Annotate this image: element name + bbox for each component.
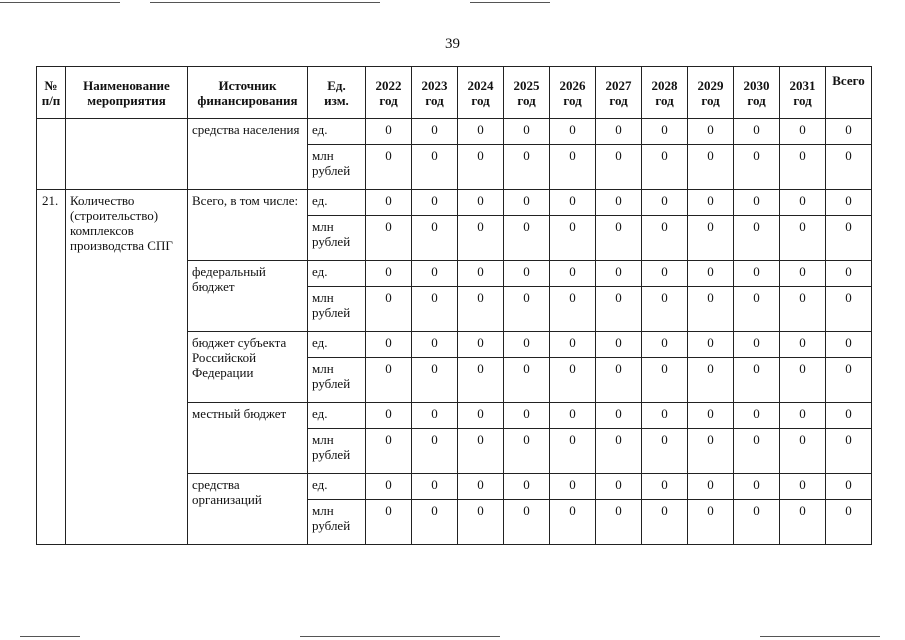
name-cell-empty — [66, 119, 188, 190]
year-value-cell: 0 — [780, 332, 826, 358]
unit-cell: ед. — [308, 119, 366, 145]
year-value-cell: 0 — [366, 500, 412, 545]
unit-cell: ед. — [308, 403, 366, 429]
scan-edge-line — [760, 636, 880, 637]
header-year-2030: 2030 год — [734, 67, 780, 119]
total-value-cell: 0 — [826, 332, 872, 358]
year-value-cell: 0 — [642, 190, 688, 216]
header-total: Всего — [826, 67, 872, 119]
year-value-cell: 0 — [734, 145, 780, 190]
year-value-cell: 0 — [412, 358, 458, 403]
year-value-cell: 0 — [366, 332, 412, 358]
year-value-cell: 0 — [734, 429, 780, 474]
year-value-cell: 0 — [412, 190, 458, 216]
year-value-cell: 0 — [366, 261, 412, 287]
total-value-cell: 0 — [826, 145, 872, 190]
header-year-2025: 2025 год — [504, 67, 550, 119]
header-source: Источник финансирования — [188, 67, 308, 119]
funding-table — [36, 66, 872, 545]
header-year-2028: 2028 год — [642, 67, 688, 119]
year-value-cell: 0 — [734, 190, 780, 216]
year-value-cell: 0 — [412, 119, 458, 145]
unit-cell: ед. — [308, 190, 366, 216]
year-value-cell: 0 — [458, 500, 504, 545]
year-value-cell: 0 — [366, 216, 412, 261]
header-unit: Ед. изм. — [308, 67, 366, 119]
year-value-cell: 0 — [366, 145, 412, 190]
year-value-cell: 0 — [550, 474, 596, 500]
year-value-cell: 0 — [550, 358, 596, 403]
year-value-cell: 0 — [366, 287, 412, 332]
total-value-cell: 0 — [826, 474, 872, 500]
year-value-cell: 0 — [504, 474, 550, 500]
year-value-cell: 0 — [734, 261, 780, 287]
year-value-cell: 0 — [642, 500, 688, 545]
year-value-cell: 0 — [688, 474, 734, 500]
unit-cell: ед. — [308, 261, 366, 287]
total-value-cell: 0 — [826, 500, 872, 545]
year-value-cell: 0 — [550, 216, 596, 261]
total-value-cell: 0 — [826, 119, 872, 145]
year-value-cell: 0 — [596, 261, 642, 287]
total-value-cell: 0 — [826, 358, 872, 403]
year-value-cell: 0 — [688, 287, 734, 332]
scan-edge-line — [0, 2, 120, 3]
header-year-2031: 2031 год — [780, 67, 826, 119]
year-value-cell: 0 — [642, 287, 688, 332]
year-value-cell: 0 — [780, 261, 826, 287]
year-value-cell: 0 — [458, 119, 504, 145]
year-value-cell: 0 — [412, 500, 458, 545]
year-value-cell: 0 — [734, 403, 780, 429]
year-value-cell: 0 — [550, 287, 596, 332]
funding-source-cell: средства организаций — [188, 474, 308, 545]
year-value-cell: 0 — [642, 332, 688, 358]
year-value-cell: 0 — [458, 216, 504, 261]
year-value-cell: 0 — [688, 216, 734, 261]
funding-source-cell: средства населения — [188, 119, 308, 190]
year-value-cell: 0 — [596, 190, 642, 216]
header-num: № п/п — [37, 67, 66, 119]
year-value-cell: 0 — [458, 403, 504, 429]
year-value-cell: 0 — [504, 190, 550, 216]
unit-cell: млн рублей — [308, 145, 366, 190]
year-value-cell: 0 — [504, 500, 550, 545]
year-value-cell: 0 — [504, 403, 550, 429]
year-value-cell: 0 — [550, 190, 596, 216]
year-value-cell: 0 — [366, 190, 412, 216]
year-value-cell: 0 — [734, 119, 780, 145]
scan-edge-line — [20, 636, 80, 637]
header-year-2027: 2027 год — [596, 67, 642, 119]
year-value-cell: 0 — [504, 287, 550, 332]
funding-source-cell: бюджет субъекта Российской Федерации — [188, 332, 308, 403]
year-value-cell: 0 — [642, 216, 688, 261]
year-value-cell: 0 — [412, 145, 458, 190]
year-value-cell: 0 — [550, 500, 596, 545]
funding-source-cell: федеральный бюджет — [188, 261, 308, 332]
year-value-cell: 0 — [412, 332, 458, 358]
year-value-cell: 0 — [734, 216, 780, 261]
year-value-cell: 0 — [596, 119, 642, 145]
year-value-cell: 0 — [458, 358, 504, 403]
header-year-2024: 2024 год — [458, 67, 504, 119]
year-value-cell: 0 — [688, 190, 734, 216]
year-value-cell: 0 — [504, 429, 550, 474]
year-value-cell: 0 — [458, 261, 504, 287]
year-value-cell: 0 — [366, 119, 412, 145]
year-value-cell: 0 — [642, 403, 688, 429]
table-row — [37, 119, 872, 145]
total-value-cell: 0 — [826, 190, 872, 216]
num-cell-empty — [37, 119, 66, 190]
year-value-cell: 0 — [366, 403, 412, 429]
year-value-cell: 0 — [504, 216, 550, 261]
year-value-cell: 0 — [596, 429, 642, 474]
header-year-2029: 2029 год — [688, 67, 734, 119]
year-value-cell: 0 — [550, 119, 596, 145]
year-value-cell: 0 — [780, 429, 826, 474]
year-value-cell: 0 — [504, 358, 550, 403]
year-value-cell: 0 — [504, 119, 550, 145]
year-value-cell: 0 — [550, 429, 596, 474]
year-value-cell: 0 — [596, 145, 642, 190]
unit-cell: ед. — [308, 332, 366, 358]
total-value-cell: 0 — [826, 403, 872, 429]
unit-cell: млн рублей — [308, 500, 366, 545]
page-number: 39 — [445, 36, 460, 52]
year-value-cell: 0 — [688, 261, 734, 287]
year-value-cell: 0 — [550, 403, 596, 429]
scan-edge-line — [150, 2, 380, 3]
year-value-cell: 0 — [642, 474, 688, 500]
year-value-cell: 0 — [688, 332, 734, 358]
scan-edge-line — [300, 636, 500, 637]
header-name: Наименование мероприятия — [66, 67, 188, 119]
year-value-cell: 0 — [780, 119, 826, 145]
year-value-cell: 0 — [780, 287, 826, 332]
funding-source-cell: Всего, в том числе: — [188, 190, 308, 261]
year-value-cell: 0 — [504, 145, 550, 190]
header-year-2026: 2026 год — [550, 67, 596, 119]
year-value-cell: 0 — [596, 500, 642, 545]
year-value-cell: 0 — [458, 145, 504, 190]
year-value-cell: 0 — [734, 500, 780, 545]
year-value-cell: 0 — [780, 474, 826, 500]
year-value-cell: 0 — [596, 287, 642, 332]
item-number: 21. — [37, 190, 66, 545]
year-value-cell: 0 — [642, 261, 688, 287]
total-value-cell: 0 — [826, 216, 872, 261]
year-value-cell: 0 — [596, 332, 642, 358]
item-name: Количество (строительство) комплексов производства СПГ — [66, 190, 188, 545]
year-value-cell: 0 — [688, 500, 734, 545]
year-value-cell: 0 — [458, 190, 504, 216]
year-value-cell: 0 — [504, 332, 550, 358]
year-value-cell: 0 — [780, 500, 826, 545]
year-value-cell: 0 — [412, 261, 458, 287]
year-value-cell: 0 — [412, 216, 458, 261]
total-value-cell: 0 — [826, 261, 872, 287]
year-value-cell: 0 — [458, 474, 504, 500]
year-value-cell: 0 — [780, 216, 826, 261]
unit-cell: млн рублей — [308, 216, 366, 261]
year-value-cell: 0 — [688, 358, 734, 403]
year-value-cell: 0 — [550, 145, 596, 190]
year-value-cell: 0 — [780, 358, 826, 403]
year-value-cell: 0 — [504, 261, 550, 287]
year-value-cell: 0 — [596, 474, 642, 500]
header-year-2022: 2022 год — [366, 67, 412, 119]
year-value-cell: 0 — [366, 474, 412, 500]
year-value-cell: 0 — [734, 358, 780, 403]
header-year-2023: 2023 год — [412, 67, 458, 119]
year-value-cell: 0 — [366, 358, 412, 403]
year-value-cell: 0 — [780, 403, 826, 429]
year-value-cell: 0 — [734, 332, 780, 358]
year-value-cell: 0 — [458, 429, 504, 474]
unit-cell: млн рублей — [308, 358, 366, 403]
year-value-cell: 0 — [458, 287, 504, 332]
funding-source-cell: местный бюджет — [188, 403, 308, 474]
scan-edge-line — [470, 2, 550, 3]
year-value-cell: 0 — [550, 332, 596, 358]
year-value-cell: 0 — [412, 403, 458, 429]
unit-cell: ед. — [308, 474, 366, 500]
year-value-cell: 0 — [596, 358, 642, 403]
year-value-cell: 0 — [412, 287, 458, 332]
unit-cell: млн рублей — [308, 287, 366, 332]
year-value-cell: 0 — [780, 145, 826, 190]
year-value-cell: 0 — [688, 429, 734, 474]
table-row — [37, 190, 872, 216]
year-value-cell: 0 — [596, 403, 642, 429]
year-value-cell: 0 — [780, 190, 826, 216]
year-value-cell: 0 — [642, 119, 688, 145]
year-value-cell: 0 — [366, 429, 412, 474]
total-value-cell: 0 — [826, 287, 872, 332]
year-value-cell: 0 — [642, 145, 688, 190]
table-header-row — [37, 67, 872, 119]
year-value-cell: 0 — [412, 429, 458, 474]
year-value-cell: 0 — [688, 145, 734, 190]
year-value-cell: 0 — [642, 429, 688, 474]
year-value-cell: 0 — [596, 216, 642, 261]
year-value-cell: 0 — [550, 261, 596, 287]
unit-cell: млн рублей — [308, 429, 366, 474]
year-value-cell: 0 — [688, 403, 734, 429]
year-value-cell: 0 — [458, 332, 504, 358]
year-value-cell: 0 — [734, 287, 780, 332]
year-value-cell: 0 — [688, 119, 734, 145]
year-value-cell: 0 — [734, 474, 780, 500]
year-value-cell: 0 — [412, 474, 458, 500]
total-value-cell: 0 — [826, 429, 872, 474]
year-value-cell: 0 — [642, 358, 688, 403]
